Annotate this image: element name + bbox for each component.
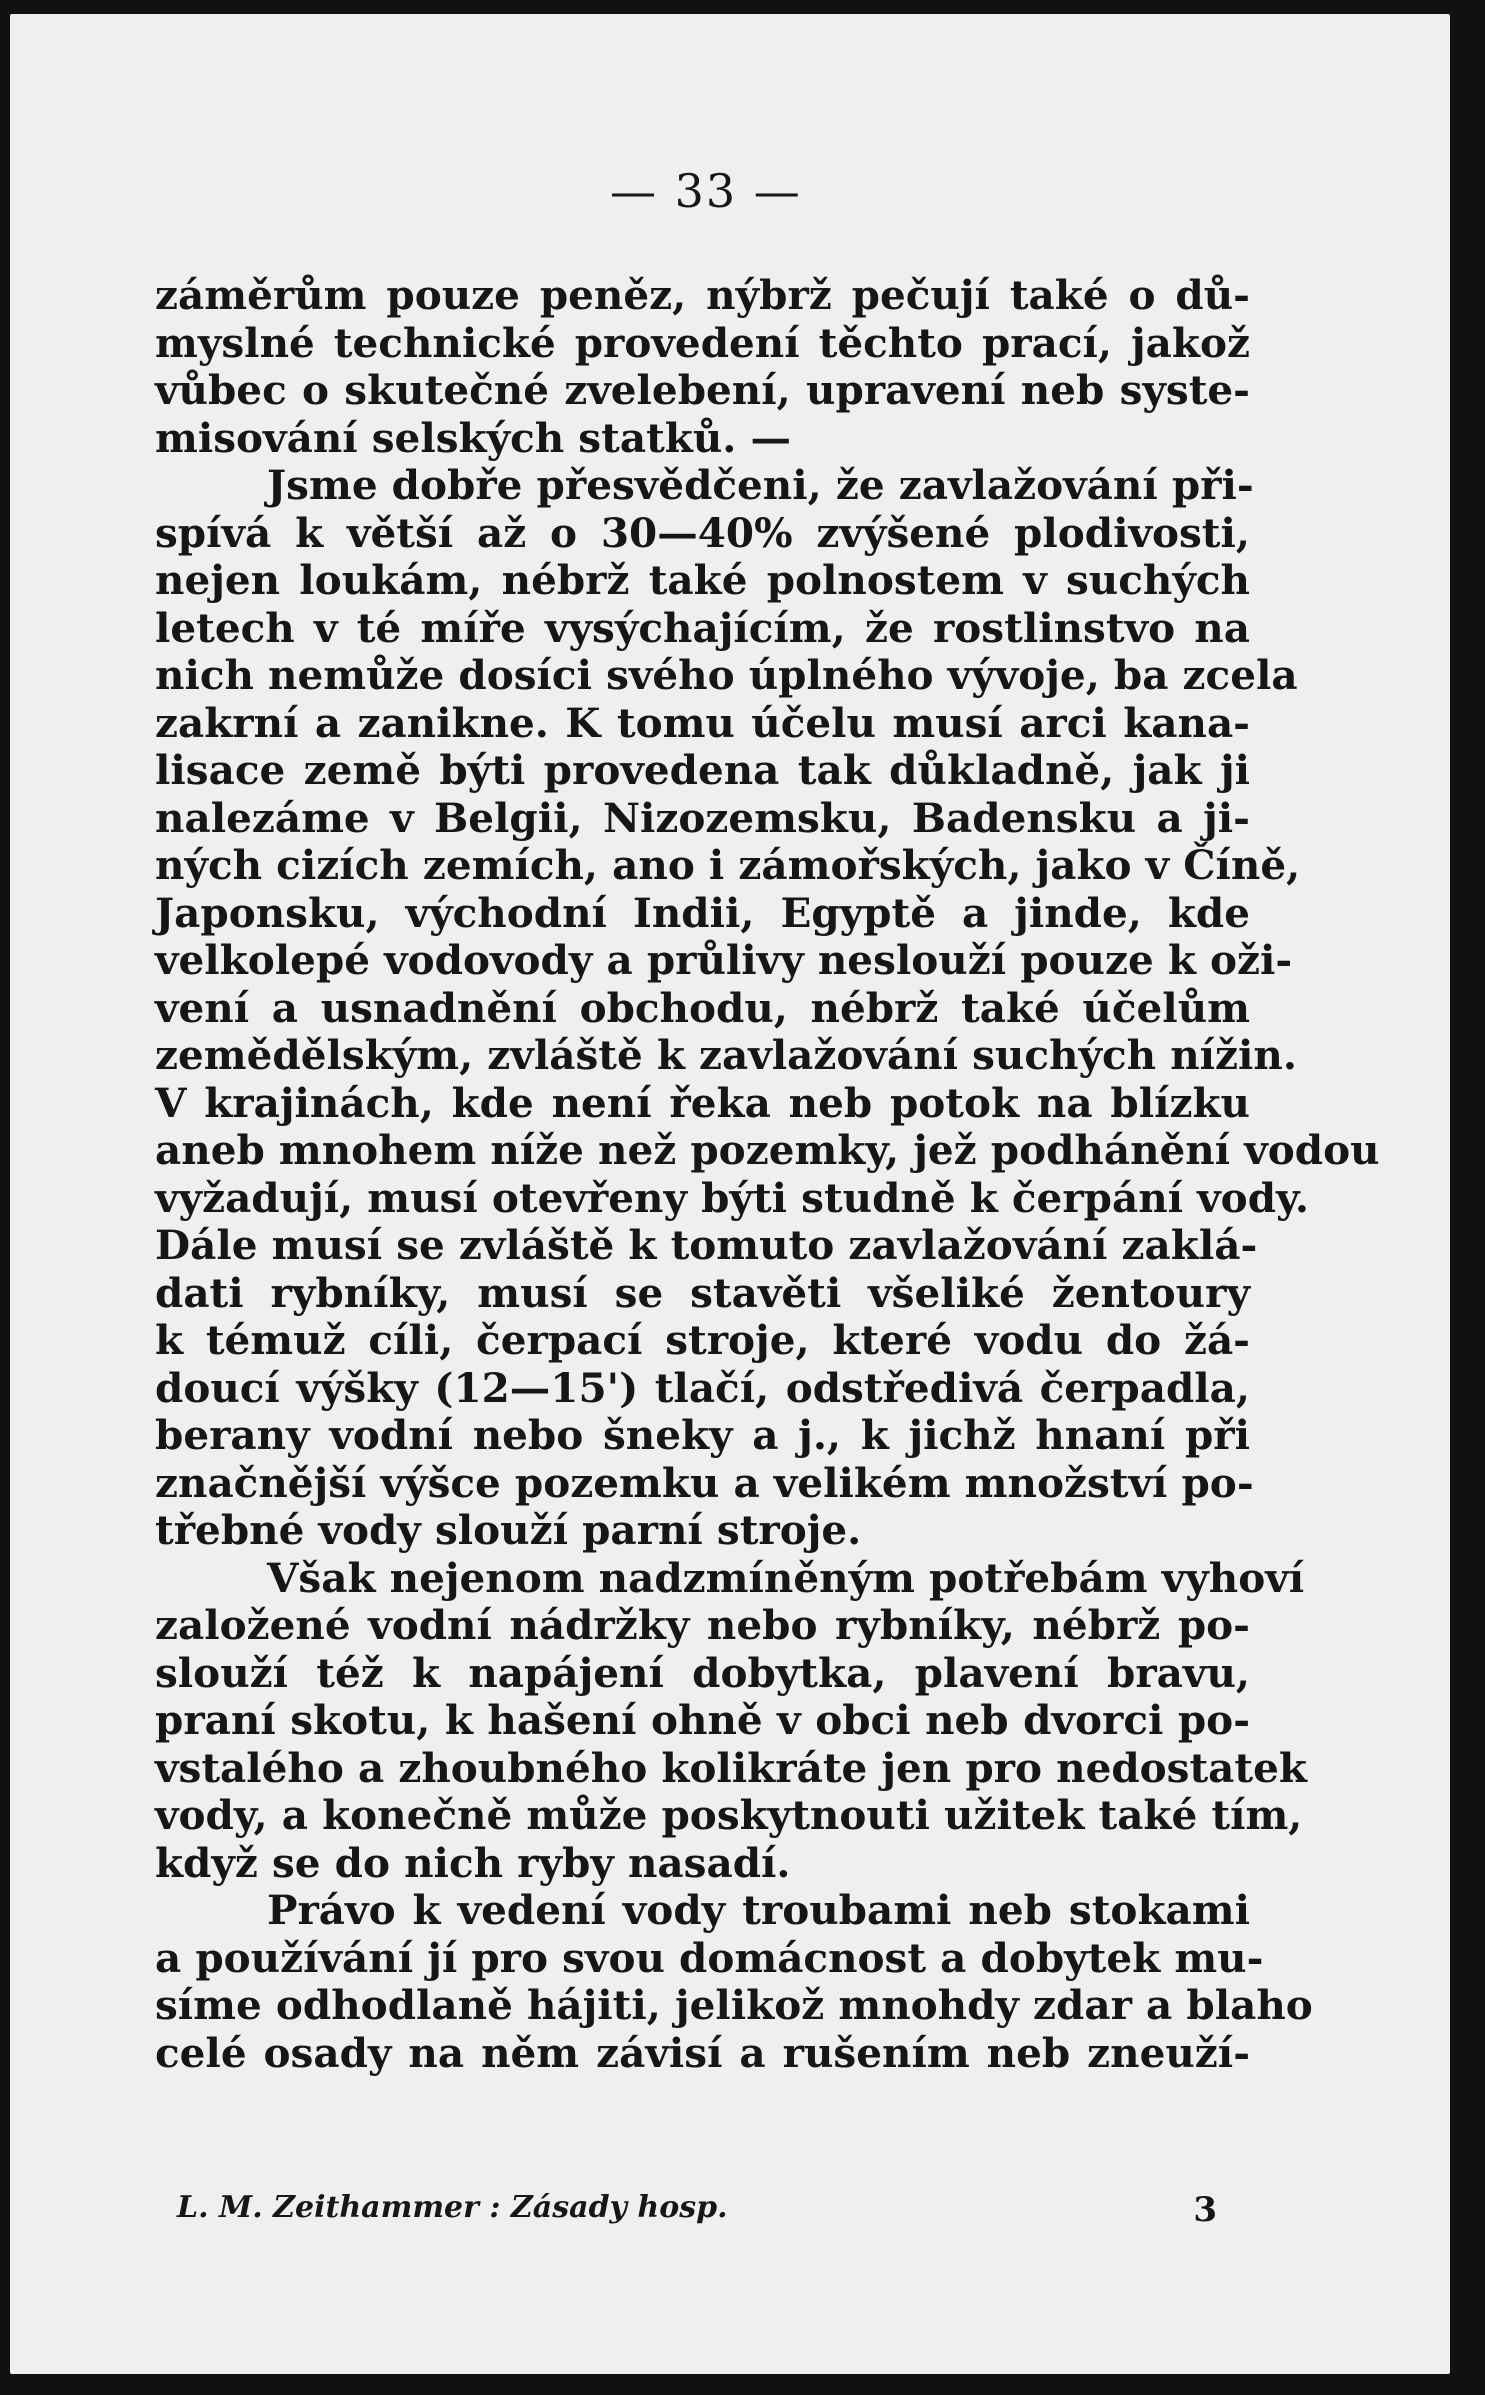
text-line: zemědělským, zvláště k zavlažování suchých nížin. [155,1031,1297,1079]
text-line: a používání jí pro svou domácnost a dobytek mu- [155,1933,1264,1982]
text-line: nich nemůže dosíci svého úplného vývoje, ba zcela [155,651,1298,699]
text-line: praní skotu, k hašení ohně v obci neb dvorci po- [155,1696,1250,1744]
page-number: — 33 — [610,164,802,218]
text-line: myslné technické provedení těchto prací, jakož [155,318,1250,367]
book-page [10,14,1450,2374]
text-line: třebné vody slouží parní stroje. [155,1506,862,1554]
text-line: V krajinách, kde není řeka neb potok na blízku [155,1078,1250,1127]
footer-signature: L. M. Zeithammer : Zásady hosp. [177,2190,728,2225]
text-line: vody, a konečně může poskytnouti užitek také tím, [155,1791,1303,1839]
text-line: vstalého a zhoubného kolikráte jen pro nedostatek [155,1743,1307,1792]
text-line: síme odhodlaně hájiti, jelikož mnohdy zdar a blaho [155,1981,1313,2029]
text-line: Dále musí se zvláště k tomuto zavlažování zaklá- [155,1221,1258,1269]
text-line: Japonsku, východní Indii, Egyptě a jinde, kde [155,888,1250,937]
text-line: velkolepé vodovody a průlivy neslouží pouze k oži- [155,936,1293,984]
text-line: vyžadují, musí otevřeny býti studně k čerpání vody. [155,1173,1309,1222]
text-line: dati rybníky, musí se stavěti všeliké žentoury [155,1268,1250,1317]
text-line: lisace země býti provedena tak důkladně, jak ji [155,746,1250,794]
text-line: nejen loukám, nébrž také polnostem v suchých [155,556,1250,604]
text-line: když se do nich ryby nasadí. [155,1838,791,1887]
text-line: spívá k větší až o 30—40% zvýšené plodivosti, [155,508,1250,557]
text-line: berany vodní nebo šneky a j., k jichž hnaní při [155,1411,1250,1459]
body-text [155,271,1380,2077]
text-line: vůbec o skutečné zvelebení, upravení neb syste- [155,366,1250,414]
text-line: značnější výšce pozemku a velikém množství po- [155,1458,1254,1507]
text-line: letech v té míře vysýchajícím, že rostlinstvo na [155,603,1250,652]
text-line: ných cizích zemích, ano i zámořských, jako v Číně, [155,841,1301,889]
text-line: založené vodní nádržky nebo rybníky, nébrž po- [155,1601,1250,1649]
text-line: nalezáme v Belgii, Nizozemsku, Badensku a ji- [155,793,1250,842]
text-line: misování selských statků. — [155,413,791,462]
sheet-number: 3 [1193,2190,1217,2230]
text-line: Však nejenom nadzmíněným potřebám vyhoví [267,1553,1305,1602]
text-line: slouží též k napájení dobytka, plavení bravu, [155,1648,1250,1697]
text-line: Jsme dobře přesvědčeni, že zavlažování při- [267,461,1254,509]
text-line: doucí výšky (12—15') tlačí, odstředivá čerpadla, [155,1363,1250,1412]
text-line: záměrům pouze peněz, nýbrž pečují také o dů- [155,271,1250,319]
text-line: k témuž cíli, čerpací stroje, které vodu do žá- [155,1316,1250,1364]
text-line: celé osady na něm závisí a rušením neb zneuží- [155,2028,1250,2077]
text-line: zakrní a zanikne. K tomu účelu musí arci kana- [155,698,1250,747]
text-line: Právo k vedení vody troubami neb stokami [267,1886,1250,1934]
text-line: aneb mnohem níže než pozemky, jež podhánění vodou [155,1126,1380,1174]
text-line: vení a usnadnění obchodu, nébrž také účelům [155,983,1250,1032]
